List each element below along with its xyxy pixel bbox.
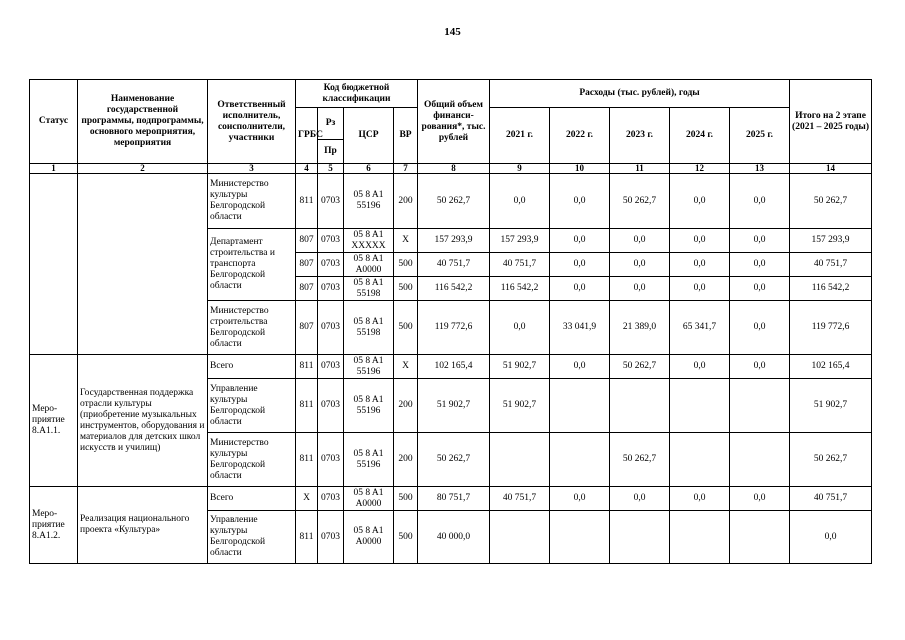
event-status-cell: Меро-приятие 8.A1.1. <box>30 355 78 487</box>
vr-cell: 500 <box>394 487 418 511</box>
column-number: 12 <box>670 164 730 174</box>
header-status: Статус <box>30 80 78 164</box>
grbs-cell: 811 <box>296 379 318 433</box>
budget-table <box>29 79 872 564</box>
grbs-cell: 807 <box>296 229 318 253</box>
header-year-2023: 2023 г. <box>610 108 670 164</box>
year-2021-cell: 40 751,7 <box>490 253 550 277</box>
year-2021-cell: 40 751,7 <box>490 487 550 511</box>
year-2023-cell <box>610 511 670 564</box>
rzpr-cell: 0703 <box>318 229 344 253</box>
csr-cell: 05 8 A1 XXXXX <box>344 229 394 253</box>
column-number: 13 <box>730 164 790 174</box>
name-cell <box>78 174 208 355</box>
column-number: 3 <box>208 164 296 174</box>
grbs-cell: 807 <box>296 301 318 355</box>
vr-cell: 200 <box>394 174 418 229</box>
year-2024-cell <box>670 433 730 487</box>
year-2024-cell: 0,0 <box>670 487 730 511</box>
year-2025-cell: 0,0 <box>730 355 790 379</box>
executor-cell: Всего <box>208 355 296 379</box>
year-2021-cell: 0,0 <box>490 301 550 355</box>
year-2025-cell: 0,0 <box>730 253 790 277</box>
rzpr-cell: 0703 <box>318 277 344 301</box>
vr-cell: 200 <box>394 433 418 487</box>
year-2025-cell: 0,0 <box>730 301 790 355</box>
total-cell: 80 751,7 <box>418 487 490 511</box>
total-cell: 40 000,0 <box>418 511 490 564</box>
column-number: 6 <box>344 164 394 174</box>
table-row <box>30 174 872 229</box>
column-number: 7 <box>394 164 418 174</box>
csr-cell: 05 8 A1 55198 <box>344 277 394 301</box>
rzpr-cell: 0703 <box>318 379 344 433</box>
year-2021-cell: 51 902,7 <box>490 355 550 379</box>
year-2021-cell: 0,0 <box>490 174 550 229</box>
stage-total-cell: 0,0 <box>790 511 872 564</box>
year-2024-cell: 0,0 <box>670 277 730 301</box>
rzpr-cell: 0703 <box>318 253 344 277</box>
year-2024-cell: 0,0 <box>670 253 730 277</box>
stage-total-cell: 51 902,7 <box>790 379 872 433</box>
header-name: Наименование государственной программы, подпрограммы, основного мероприятия, мероприятия <box>78 80 208 164</box>
vr-cell: 500 <box>394 253 418 277</box>
year-2022-cell: 33 041,9 <box>550 301 610 355</box>
header-year-2021: 2021 г. <box>490 108 550 164</box>
year-2022-cell: 0,0 <box>550 355 610 379</box>
year-2022-cell <box>550 511 610 564</box>
csr-cell: 05 8 A1 55198 <box>344 301 394 355</box>
year-2022-cell: 0,0 <box>550 487 610 511</box>
header-pr: Пр <box>318 140 344 164</box>
vr-cell: 500 <box>394 511 418 564</box>
total-cell: 50 262,7 <box>418 433 490 487</box>
rzpr-cell: 0703 <box>318 487 344 511</box>
column-number: 11 <box>610 164 670 174</box>
year-2024-cell: 0,0 <box>670 355 730 379</box>
header-expenses: Расходы (тыс. рублей), годы <box>490 80 790 108</box>
rzpr-cell: 0703 <box>318 511 344 564</box>
header-year-2022: 2022 г. <box>550 108 610 164</box>
executor-cell: Управление культуры Белгородской области <box>208 511 296 564</box>
vr-cell: X <box>394 229 418 253</box>
year-2023-cell: 0,0 <box>610 277 670 301</box>
grbs-cell: X <box>296 487 318 511</box>
year-2022-cell <box>550 379 610 433</box>
header-year-2025: 2025 г. <box>730 108 790 164</box>
header-budget-code: Код бюджетной классификации <box>296 80 418 108</box>
executor-cell: Министерство культуры Белгородской области <box>208 433 296 487</box>
event-name-cell: Реализация национального проекта «Культура» <box>78 487 208 564</box>
csr-cell: 05 8 A1 A0000 <box>344 511 394 564</box>
year-2022-cell: 0,0 <box>550 277 610 301</box>
header-year-2024: 2024 г. <box>670 108 730 164</box>
year-2025-cell: 0,0 <box>730 277 790 301</box>
total-cell: 40 751,7 <box>418 253 490 277</box>
year-2022-cell: 0,0 <box>550 174 610 229</box>
year-2023-cell: 50 262,7 <box>610 174 670 229</box>
column-number: 9 <box>490 164 550 174</box>
stage-total-cell: 157 293,9 <box>790 229 872 253</box>
rzpr-cell: 0703 <box>318 301 344 355</box>
year-2025-cell: 0,0 <box>730 174 790 229</box>
header-csr: ЦСР <box>344 108 394 164</box>
year-2024-cell: 65 341,7 <box>670 301 730 355</box>
total-cell: 50 262,7 <box>418 174 490 229</box>
grbs-cell: 811 <box>296 174 318 229</box>
total-cell: 119 772,6 <box>418 301 490 355</box>
vr-cell: 500 <box>394 301 418 355</box>
column-number: 1 <box>30 164 78 174</box>
vr-cell: 200 <box>394 379 418 433</box>
year-2022-cell <box>550 433 610 487</box>
stage-total-cell: 119 772,6 <box>790 301 872 355</box>
csr-cell: 05 8 A1 55196 <box>344 174 394 229</box>
header-executor: Ответственный исполнитель, соисполнители, участники <box>208 80 296 164</box>
table-row <box>30 355 872 379</box>
csr-cell: 05 8 A1 55196 <box>344 355 394 379</box>
stage-total-cell: 50 262,7 <box>790 174 872 229</box>
stage-total-cell: 40 751,7 <box>790 253 872 277</box>
column-numbers-row <box>30 164 872 174</box>
header-vr: ВР <box>394 108 418 164</box>
stage-total-cell: 50 262,7 <box>790 433 872 487</box>
header-rz: Рз <box>318 108 344 140</box>
grbs-cell: 811 <box>296 355 318 379</box>
column-number: 4 <box>296 164 318 174</box>
year-2023-cell: 0,0 <box>610 487 670 511</box>
year-2021-cell <box>490 433 550 487</box>
csr-cell: 05 8 A1 A0000 <box>344 487 394 511</box>
executor-cell: Департамент строительства и транспорта Белгородской области <box>208 229 296 301</box>
year-2025-cell <box>730 379 790 433</box>
year-2024-cell: 0,0 <box>670 229 730 253</box>
year-2023-cell: 50 262,7 <box>610 355 670 379</box>
header-total-volume: Общий объем финанси-рования*, тыс. рублей <box>418 80 490 164</box>
csr-cell: 05 8 A1 A0000 <box>344 253 394 277</box>
executor-cell: Всего <box>208 487 296 511</box>
status-cell <box>30 174 78 355</box>
executor-cell: Управление культуры Белгородской области <box>208 379 296 433</box>
year-2024-cell <box>670 379 730 433</box>
csr-cell: 05 8 A1 55196 <box>344 379 394 433</box>
total-cell: 51 902,7 <box>418 379 490 433</box>
rzpr-cell: 0703 <box>318 355 344 379</box>
stage-total-cell: 116 542,2 <box>790 277 872 301</box>
column-number: 2 <box>78 164 208 174</box>
column-number: 8 <box>418 164 490 174</box>
year-2024-cell: 0,0 <box>670 174 730 229</box>
year-2025-cell: 0,0 <box>730 487 790 511</box>
year-2025-cell <box>730 511 790 564</box>
executor-cell: Министерство культуры Белгородской области <box>208 174 296 229</box>
stage-total-cell: 102 165,4 <box>790 355 872 379</box>
stage-total-cell: 40 751,7 <box>790 487 872 511</box>
grbs-cell: 807 <box>296 253 318 277</box>
executor-cell: Министерство строительства Белгородской области <box>208 301 296 355</box>
page-number: 145 <box>444 26 461 38</box>
header-total-stage: Итого на 2 этапе (2021 – 2025 годы) <box>790 80 872 164</box>
year-2025-cell: 0,0 <box>730 229 790 253</box>
vr-cell: X <box>394 355 418 379</box>
total-cell: 157 293,9 <box>418 229 490 253</box>
vr-cell: 500 <box>394 277 418 301</box>
year-2024-cell <box>670 511 730 564</box>
year-2023-cell: 50 262,7 <box>610 433 670 487</box>
year-2022-cell: 0,0 <box>550 253 610 277</box>
year-2025-cell <box>730 433 790 487</box>
grbs-cell: 811 <box>296 511 318 564</box>
header-grbs: ГРБС <box>296 108 318 164</box>
total-cell: 102 165,4 <box>418 355 490 379</box>
year-2021-cell: 51 902,7 <box>490 379 550 433</box>
year-2022-cell: 0,0 <box>550 229 610 253</box>
event-status-cell: Меро-приятие 8.A1.2. <box>30 487 78 564</box>
grbs-cell: 811 <box>296 433 318 487</box>
year-2023-cell: 0,0 <box>610 229 670 253</box>
column-number: 14 <box>790 164 872 174</box>
csr-cell: 05 8 A1 55196 <box>344 433 394 487</box>
year-2021-cell: 116 542,2 <box>490 277 550 301</box>
year-2023-cell: 0,0 <box>610 253 670 277</box>
table-row <box>30 487 872 511</box>
grbs-cell: 807 <box>296 277 318 301</box>
rzpr-cell: 0703 <box>318 174 344 229</box>
column-number: 5 <box>318 164 344 174</box>
year-2023-cell <box>610 379 670 433</box>
year-2021-cell: 157 293,9 <box>490 229 550 253</box>
column-number: 10 <box>550 164 610 174</box>
year-2023-cell: 21 389,0 <box>610 301 670 355</box>
rzpr-cell: 0703 <box>318 433 344 487</box>
total-cell: 116 542,2 <box>418 277 490 301</box>
year-2021-cell <box>490 511 550 564</box>
event-name-cell: Государственная поддержка отрасли культуры (приобретение музыкальных инструментов, оборудования и материалов для детских школ искусств и училищ) <box>78 355 208 487</box>
